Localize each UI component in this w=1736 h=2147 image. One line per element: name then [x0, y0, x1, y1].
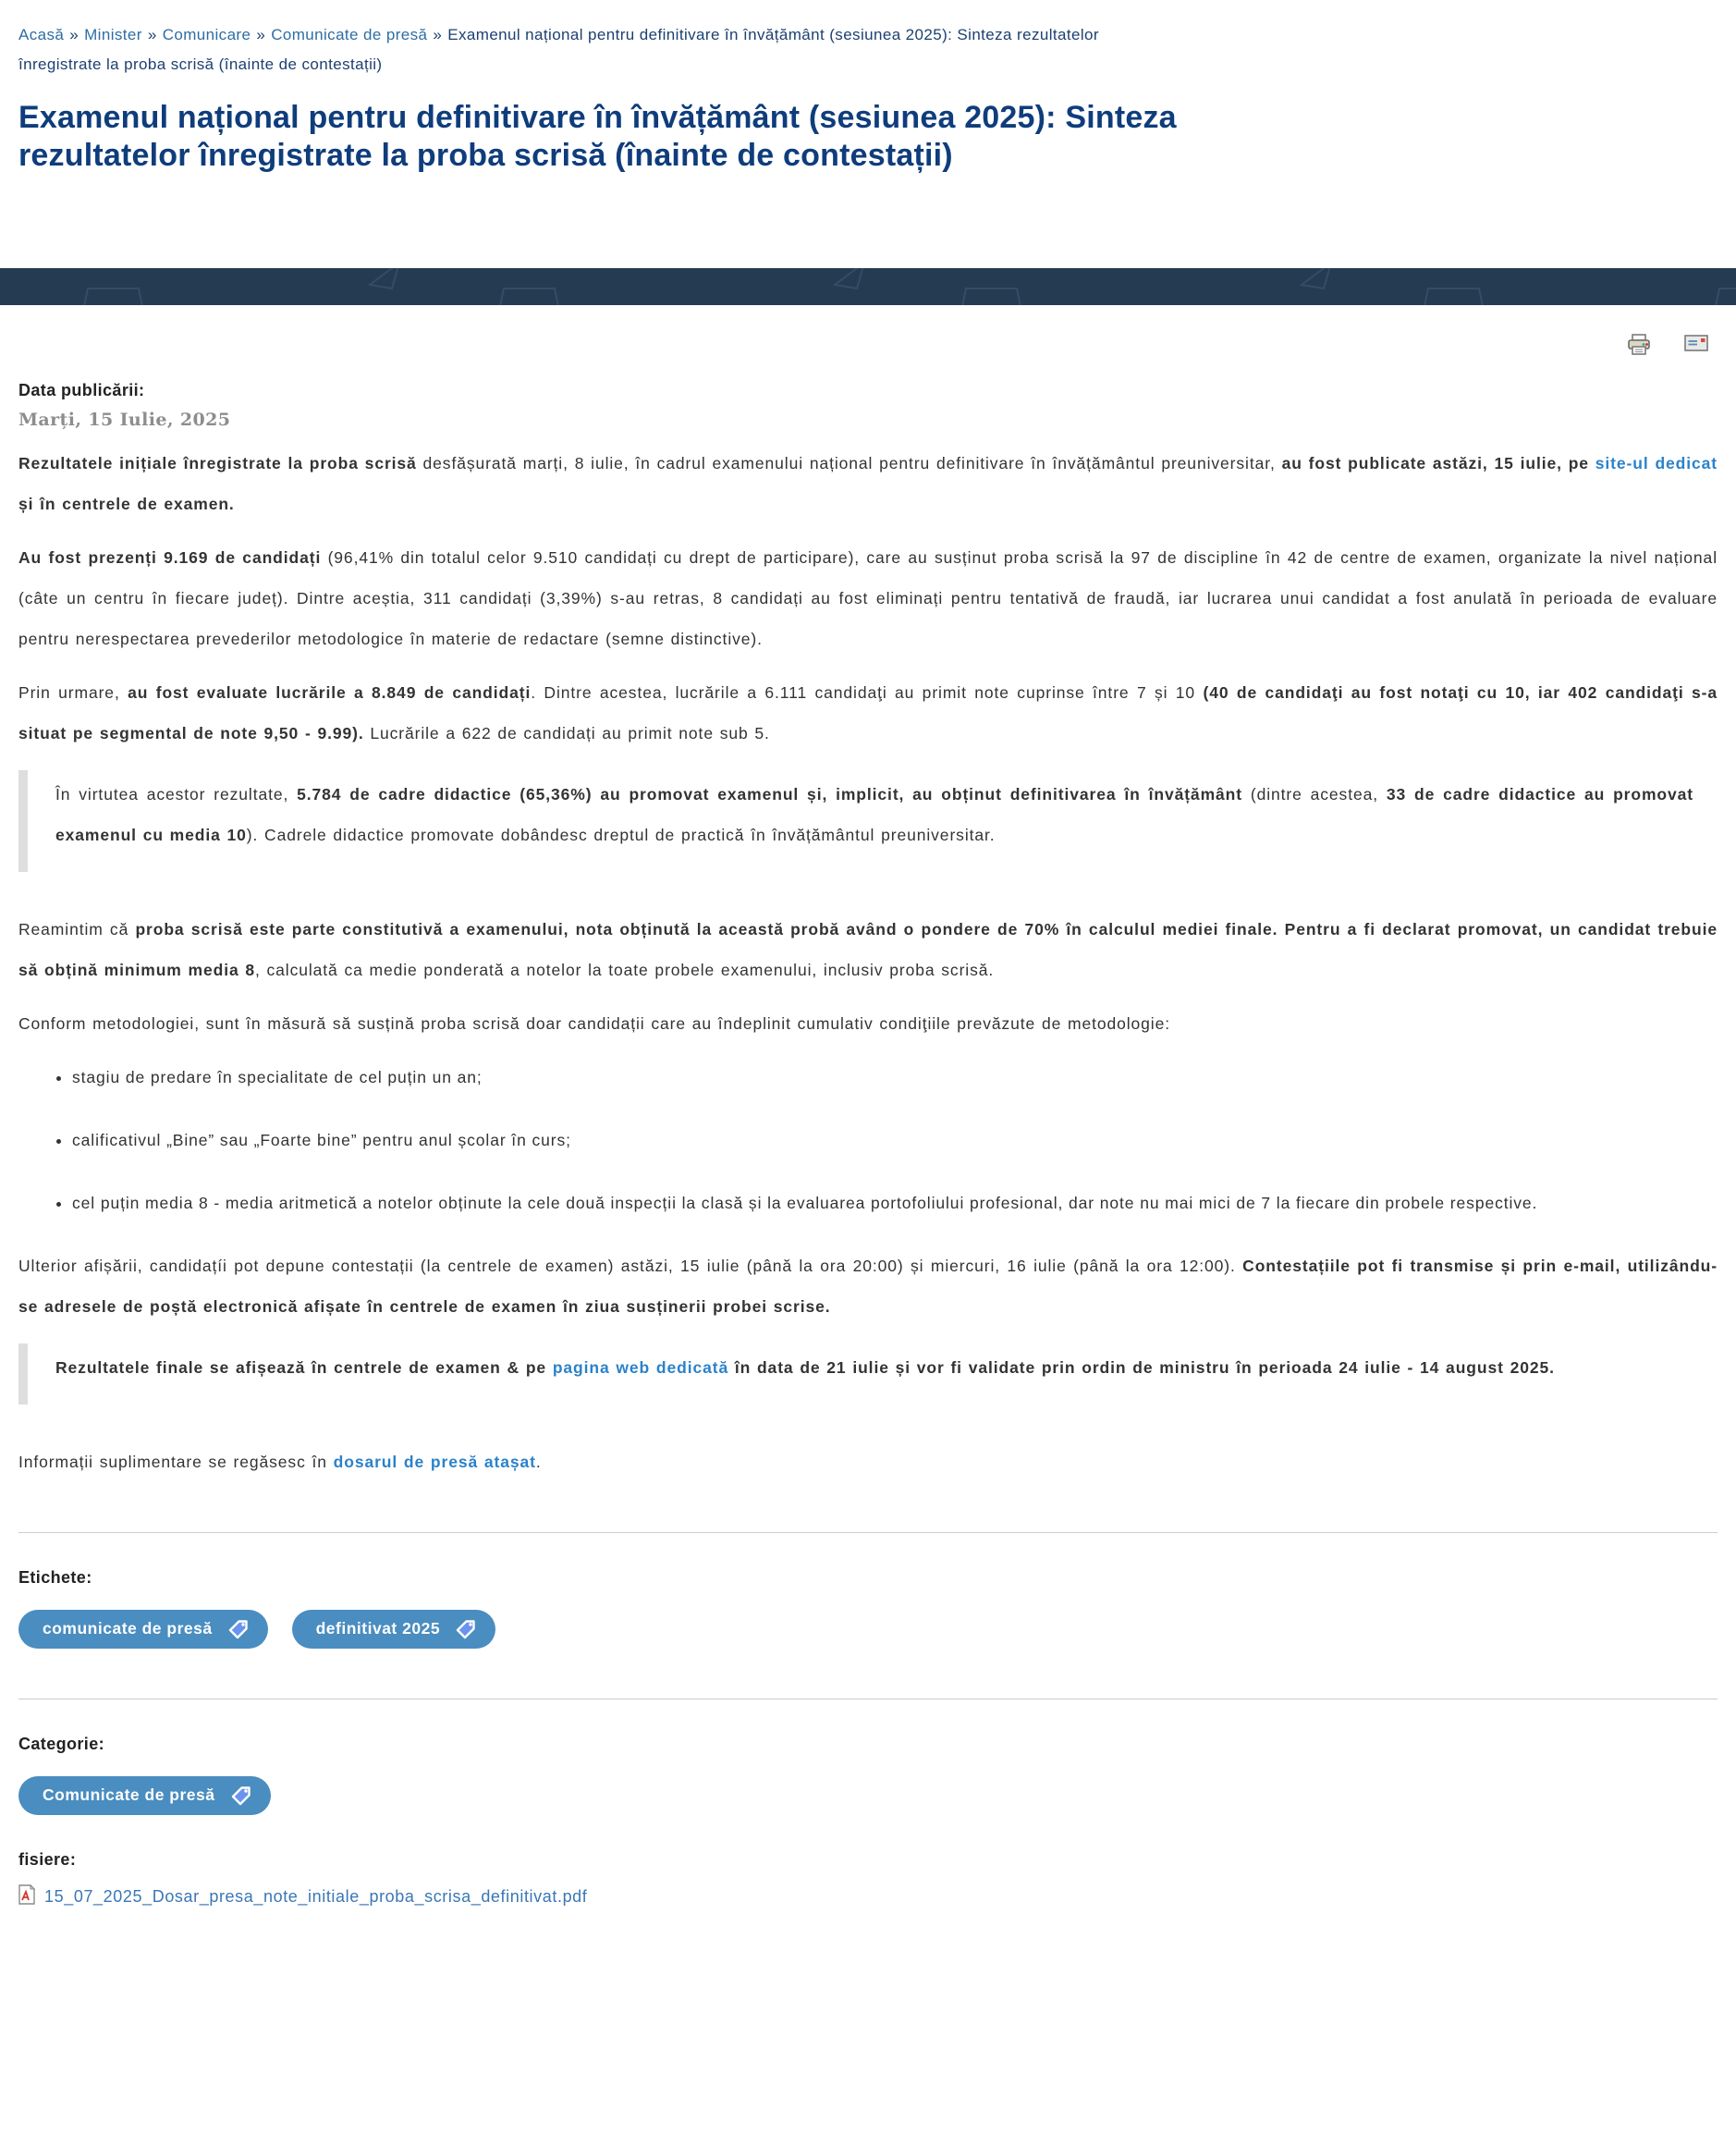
- published-label: Data publicării:: [18, 380, 145, 399]
- text-run: . Dintre acestea, lucrările a 6.111 candidaţi au primit note cuprinse între 7 și 10: [531, 682, 1204, 702]
- divider: [18, 1532, 1718, 1533]
- tag-icon: [230, 1785, 252, 1807]
- text-run: Prin urmare,: [18, 682, 128, 702]
- tag-label: definitivat 2025: [315, 1619, 441, 1638]
- text-run: Ulterior afișării, candidațíi pot depune contestații (la centrele de examen) astăzi, 15 iulie (până la ora 20:00) și miercuri, 16 iulie (până la ora 12:00).: [18, 1256, 1243, 1275]
- blockquote-final-results: [18, 1343, 1718, 1405]
- paragraph-methodology-intro: [18, 1003, 1718, 1044]
- text-run: Rezultatele finale se afișează în centrele de examen & pe: [55, 1357, 553, 1377]
- text-run: Conform metodologiei, sunt în măsură să susțină proba scrisă doar candidații care au îndeplinit cumulativ condiţiile prevăzute de metodologie:: [18, 1013, 1170, 1033]
- text-run: Contestațiile pot fi transmise și prin e-mail, utilizându-se adresele de poștă electronică afișate în centrele de examen în ziua susținerii probei scrise.: [18, 1256, 1718, 1316]
- printer-icon[interactable]: [1627, 334, 1651, 356]
- paragraph-papers-evaluated: [18, 672, 1718, 754]
- text-run: au fost publicate astăzi, 15 iulie, pe: [1281, 453, 1595, 472]
- article-body: [18, 443, 1718, 1482]
- breadcrumb-current: Examenul național pentru definitivare în învățământ (sesiunea 2025): Sinteza rezultatelor înregistrate la proba scrisă (înainte de contestații): [18, 26, 1099, 74]
- text-run: ). Cadrele didactice promovate dobândesc dreptul de practică în învățământul preuniversitar.: [246, 825, 996, 844]
- tag-label: Comunicate de presă: [43, 1785, 215, 1805]
- text-run: Reamintim că: [18, 919, 136, 939]
- page-title: Examenul național pentru definitivare în învățământ (sesiunea 2025): Sinteza rezultatelor înregistrate la proba scrisă (înainte de contestații): [18, 99, 1177, 174]
- paragraph-candidates-present: [18, 537, 1718, 659]
- text-run: (dintre acestea,: [1241, 784, 1387, 804]
- inline-link[interactable]: dosarul de presă atașat: [333, 1452, 536, 1471]
- list-item: • calificativul „Bine” sau „Foarte bine” pentru anul școlar în curs;: [72, 1120, 1718, 1160]
- files-label: fisiere:: [18, 1849, 77, 1869]
- category-comunicate-de-presa[interactable]: [18, 1776, 271, 1815]
- text-run: 33 de cadre didactice au promovat examenul cu media 10: [55, 784, 1694, 844]
- breadcrumb: [18, 0, 1183, 80]
- inline-link[interactable]: site-ul dedicat: [1595, 453, 1718, 472]
- breadcrumb-separator: »: [256, 26, 266, 43]
- category-label: Categorie:: [18, 1734, 105, 1753]
- paragraph-additional-info: [18, 1442, 1718, 1482]
- pdf-file-icon: [18, 1884, 35, 1909]
- pdf-file-link[interactable]: 15_07_2025_Dosar_presa_note_initiale_proba_scrisa_definitivat.pdf: [44, 1886, 588, 1906]
- tag-label: comunicate de presă: [43, 1619, 213, 1638]
- header-band: [0, 268, 1736, 305]
- text-run: Informații suplimentare se regăsesc în: [18, 1452, 334, 1471]
- breadcrumb-link-home[interactable]: Acasă: [18, 26, 65, 43]
- text-run: , calculată ca medie ponderată a notelor la toate probele examenului, inclusiv proba scrisă.: [255, 960, 995, 979]
- tag-icon: [455, 1618, 477, 1640]
- text-run: și în centrele de examen.: [18, 494, 235, 513]
- text-run: Lucrările a 622 de candidați au primit note sub 5.: [363, 723, 770, 742]
- blockquote-text: [55, 1347, 1693, 1388]
- text-run: Rezultatele inițiale înregistrate la proba scrisă: [18, 453, 417, 472]
- breadcrumb-link-comunicare[interactable]: Comunicare: [162, 26, 251, 43]
- text-run: Au fost prezenți 9.169 de candidați: [18, 547, 322, 567]
- text-run: au fost evaluate lucrările a 8.849 de candidați: [128, 682, 532, 702]
- inline-link[interactable]: pagina web dedicată: [552, 1357, 729, 1377]
- blockquote-promotion-rate: [18, 770, 1718, 872]
- category-row: [18, 1776, 1718, 1815]
- paragraph-contestations: [18, 1245, 1718, 1327]
- breadcrumb-separator: »: [433, 26, 443, 43]
- tag-definitivat-2025[interactable]: [292, 1610, 495, 1649]
- file-row: [18, 1884, 1718, 1935]
- share-toolbar: [18, 333, 1718, 357]
- tags-row: [18, 1610, 1718, 1649]
- tag-comunicate-de-presa[interactable]: [18, 1610, 268, 1649]
- breadcrumb-separator: »: [69, 26, 79, 43]
- tags-label: Etichete:: [18, 1567, 92, 1587]
- text-run: (96,41% din totalul celor 9.510 candidați cu drept de participare), care au susținut proba scrisă la 97 de discipline în 42 de centre de examen, organizate la nivel național (câte un centru în fiecare județ). Dintre aceștia, 311 candidați (3,39%) s-au retras, 8 candidați au fost eliminați pentru tentativă de fraudă, iar lucrarea unui candidat a fost anulată în perioada de evaluare pentru nerespectarea prevederilor metodologice în materie de redactare (semne distinctive).: [18, 547, 1718, 648]
- breadcrumb-link-comunicate[interactable]: Comunicate de presă: [271, 26, 428, 43]
- breadcrumb-link-minister[interactable]: Minister: [84, 26, 142, 43]
- list-item: • stagiu de predare în specialitate de cel puțin un an;: [72, 1057, 1718, 1098]
- text-run: desfășurată marți, 8 iulie, în cadrul examenului național pentru definitivare în învățământul preuniversitar,: [416, 453, 1282, 472]
- band-pattern: [0, 268, 1736, 305]
- text-run: în data de 21 iulie și vor fi validate prin ordin de ministru în perioada 24 iulie - 14 august 2025.: [728, 1357, 1555, 1377]
- published-date: Marți, 15 Iulie, 2025: [18, 409, 231, 430]
- conditions-list: [18, 1057, 1718, 1223]
- blockquote-text: [55, 774, 1693, 855]
- text-run: În virtutea acestor rezultate,: [55, 784, 298, 804]
- tag-icon: [227, 1618, 250, 1640]
- text-run: .: [535, 1452, 542, 1471]
- paragraph-written-test-weight: [18, 909, 1718, 990]
- text-run: 5.784 de cadre didactice (65,36%) au promovat examenul și, implicit, au obținut definitivarea în învățământ: [297, 784, 1242, 804]
- press-release-page: [0, 0, 1736, 176]
- list-item: • cel puțin media 8 - media aritmetică a notelor obținute la cele două inspecții la clasă și la evaluarea portofoliului profesional, dar note nu mai mici de 7 la fiecare din probele respective.: [72, 1183, 1718, 1223]
- text-run: (40 de candidaţi au fost notaţi cu 10, iar 402 candidaţi s-a situat pe segmental de note 9,50 - 9.99).: [18, 682, 1718, 742]
- breadcrumb-separator: »: [147, 26, 157, 43]
- text-run: proba scrisă este parte constitutivă a examenului, nota obținută la această probă având o pondere de 70% în calculul mediei finale. Pentru a fi declarat promovat, un candidat trebuie să obțină minimum media 8: [18, 919, 1718, 979]
- paragraph-results-published: [18, 443, 1718, 524]
- email-icon[interactable]: [1684, 334, 1708, 356]
